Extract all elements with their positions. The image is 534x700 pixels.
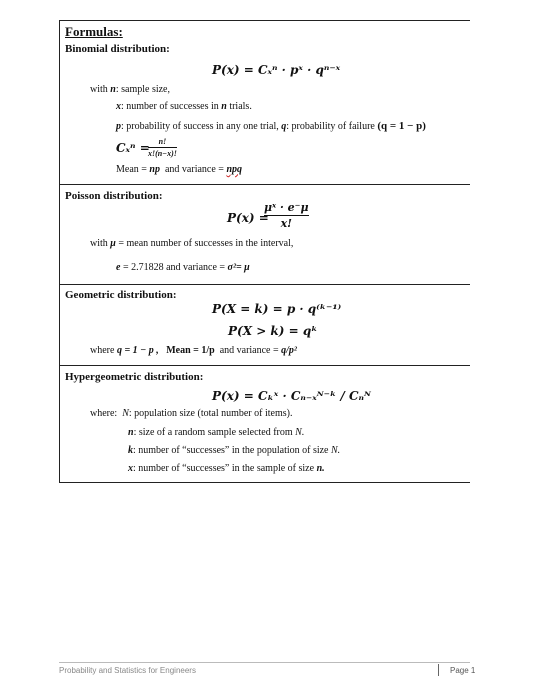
poisson-mu-line: with μ = mean number of successes in the interval, bbox=[90, 238, 294, 249]
footer-rule bbox=[59, 662, 470, 663]
binomial-mean-value: np bbox=[149, 164, 160, 175]
geometric-formula-2: P(X > k) = qᵏ bbox=[228, 324, 318, 338]
page-title: Formulas: bbox=[65, 24, 123, 39]
with-label: with bbox=[90, 84, 108, 95]
q-definition: : probability of failure bbox=[286, 121, 375, 132]
divider-3 bbox=[59, 365, 470, 366]
poisson-lhs: P(x) = bbox=[227, 211, 269, 225]
hypergeometric-heading: Hypergeometric distribution: bbox=[65, 371, 204, 383]
footer-separator bbox=[438, 664, 439, 676]
hyper-x-line: x: number of “successes” in the sample of size n. bbox=[128, 463, 325, 474]
binomial-x-line: x: number of successes in n trials. bbox=[116, 101, 252, 112]
divider-1 bbox=[59, 184, 470, 185]
binomial-formula: P(x) = Cₓⁿ · pˣ · qⁿ⁻ˣ bbox=[212, 63, 341, 77]
e-definition: = 2.71828 and variance = bbox=[122, 262, 226, 273]
divider-4 bbox=[59, 482, 470, 483]
n-definition: : sample size, bbox=[115, 84, 170, 95]
left-rule bbox=[59, 20, 60, 482]
p-definition: : probability of success in any one trial, bbox=[121, 121, 279, 132]
hypergeometric-formula: P(x) = Cₖˣ · Cₙ₋ₓᴺ⁻ᵏ / Cₙᴺ bbox=[212, 389, 371, 403]
geometric-variance-value: q/p² bbox=[281, 345, 297, 356]
footer-title: Probability and Statistics for Engineers bbox=[59, 666, 196, 675]
hyper-n-line: n: size of a random sample selected from N. bbox=[128, 427, 305, 438]
binomial-p-line: p: probability of success in any one trial, q: probability of failure (q = 1 − p) bbox=[116, 120, 426, 132]
geometric-heading: Geometric distribution: bbox=[65, 289, 177, 301]
combination-fraction: n! x!(n−x)! bbox=[148, 137, 177, 158]
binomial-mean-line: Mean = np and variance = npq bbox=[116, 164, 242, 175]
geometric-formula-1: P(X = k) = p · q⁽ᵏ⁻¹⁾ bbox=[212, 302, 342, 316]
binomial-variance-value: npq bbox=[226, 164, 242, 175]
binomial-n-line: with n: sample size, bbox=[90, 84, 170, 95]
geometric-where-line: where q = 1 − p , Mean = 1/p and variance = q/p² bbox=[90, 345, 297, 356]
page-number: Page 1 bbox=[450, 666, 476, 675]
divider-2 bbox=[59, 284, 470, 285]
hyper-k-line: k: number of “successes” in the population of size N. bbox=[128, 445, 341, 456]
poisson-heading: Poisson distribution: bbox=[65, 190, 163, 202]
combination-lhs: Cₓⁿ = bbox=[116, 141, 150, 155]
x-definition: : number of successes in bbox=[121, 101, 219, 112]
poisson-e-line: e = 2.71828 and variance = σ²= μ bbox=[116, 262, 250, 273]
geometric-mean: Mean = 1/p bbox=[166, 345, 215, 356]
mu-definition: = mean number of successes in the interval, bbox=[118, 238, 294, 249]
q-equation: (q = 1 − p) bbox=[377, 120, 426, 132]
poisson-fraction: μˣ · e⁻μ x! bbox=[264, 201, 309, 230]
hyper-N-line: where: N: population size (total number of items). bbox=[90, 408, 293, 419]
binomial-heading: Binomial distribution: bbox=[65, 43, 170, 55]
top-rule bbox=[59, 20, 470, 21]
